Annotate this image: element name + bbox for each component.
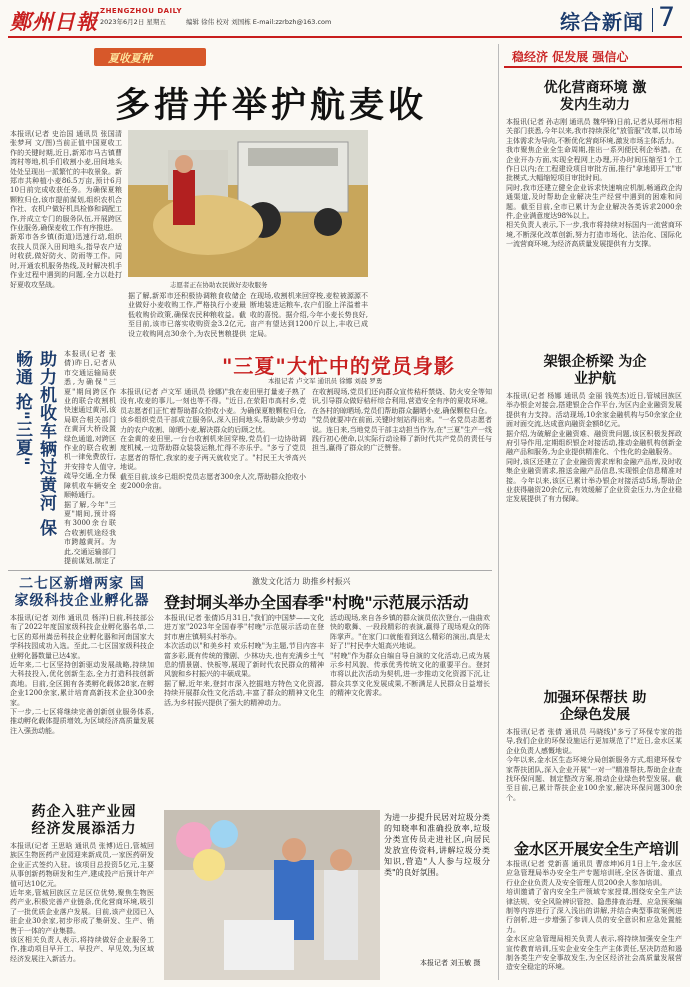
- section-name: 综合新闻: [560, 10, 644, 34]
- english-name: ZHENGZHOU DAILY: [100, 7, 183, 15]
- guarantee-headline: 加强环保帮扶 助企绿色发展: [543, 690, 647, 723]
- assist-headline: 助力机收车辆过黄河 保畅通 抢"三夏": [12, 350, 56, 537]
- right-column-rule: [498, 44, 499, 980]
- harvest-body: 本报讯(记者 史治国 通讯员 张国清 张梦珂 文/图)当前正值中国夏收工作的关键时期,近日,新郑市马古镇曹湾村等地,机手们收割小麦,田间地头处处呈现出一派繁忙的丰收景象。新郑市共种植小麦86.5万亩,预计6月10日前完成收获任务。为确保夏粮颗粒归仓,该市提前谋划,组织农机合作社、农机户做好机具检修和调配工作,并成立专门的服务队伍,开展跨区作业服务,确保麦收工作有序推进。 新郑市各乡镇(街道)迅速行动,组织农技人员深入田间地头,指导农户适时收获,做好防火、防雨等工作。同时,开通农机服务热线,及时解决机手作业过程中遇到的问题,全力以赴打好夏收攻坚战。: [10, 130, 122, 289]
- harvest-photo: [128, 130, 368, 277]
- pharma-headline: 药企入驻产业园 经济发展添活力: [31, 804, 137, 837]
- culture-body: 本报讯(记者 张倩)5月31日,"我们的中国梦——文化进万家"2023年全国春季"村晚"示范展示活动在登封市唐庄镇垌头村举办。 本次活动以"和美乡村 欢乐村晚"为主题,节目内容丰富多彩,既有传统的豫剧、少林功夫,也有充满乡土气息的情景剧、快板等,展现了新时代农民群众的精神风貌和乡村振兴的丰硕成果。 据了解,近年来,登封市深入挖掘地方特色文化资源,持续开展群众性文化活动,丰富了群众的精神文化生活,为乡村振兴提供了强大的精神动力。: [164, 614, 324, 707]
- bridge-body: 本报讯(记者 杨娜 通讯员 金丽 钱英杰)近日,管城回族区举办银企对接会,搭建银企合作平台,为区内企业融资发展提供有力支持。活动现场,10余家金融机构与50余家企业面对面交流,达成意向融资金额8亿元。 据介绍,为破解企业融资难、融资贵问题,该区积极发挥政府引导作用,定期组织银企对接活动,推动金融机构创新金融产品和服务,为企业提供精准化、个性化的金融服务。 同时,该区还建立了企业融资需求库和金融产品库,及时收集企业融资需求,推送金融产品信息,实现银企信息精准对接。今年以来,该区已累计举办银企对接活动5场,帮助企业获得融资20余亿元,有效缓解了企业资金压力,为企业稳定发展提供了有力保障。: [506, 392, 682, 504]
- party-body-2: 在收割现场,党员们还向群众宣传秸秆禁烧、防火安全等知识,引导群众做好秸秆综合利用,营造安全有序的夏收环境。在各村的晾晒场,党员们帮助群众翻晒小麦,确保颗粒归仓。 "党员就要冲在前面,关键时刻站得出来。"一名党员志愿者说。连日来,当地党员干部主动担当作为,在"三夏"生产一线践行初心使命,以实际行动诠释了新时代共产党员的责任与担当,赢得了群众的广泛赞誉。: [312, 388, 492, 453]
- divider-mid: [8, 570, 492, 571]
- party-byline: 本报记者 卢文军 通讯员 徐娜 刘晨 罗勇: [268, 377, 383, 385]
- harvest-kicker: 夏收夏种: [108, 52, 152, 65]
- banner-slogan: 稳经济 促发展 强信心: [512, 50, 629, 64]
- harvest-photo-caption: 志愿者正在协助农民做好麦收服务: [170, 281, 268, 289]
- pharma-body: 本报讯(记者 王思晗 通讯员 张博)近日,管城回族区生物医药产业园迎来新成员,一家医药研发企业正式签约入驻。该项目总投资5亿元,主要从事创新药物研发和生产,建成投产后预计年产值可达10亿元。 近年来,管城回族区立足区位优势,聚焦生物医药产业,积极完善产业链条,优化营商环境,吸引了一批优质企业落户发展。目前,该产业园已入驻企业30余家,初步形成了集研发、生产、销售于一体的产业集群。 该区相关负责人表示,将持续做好企业服务工作,推动项目早开工、早投产、早见效,为区域经济发展注入新活力。: [10, 842, 154, 963]
- tech-body: 本报讯(记者 刘伟 通讯员 杨洋)日前,科技部公布了2022年度国家级科技企业孵化器名单,二七区的郑州嵩岳科技企业孵化器和河南国家大学科技园成功入选。至此,二七区国家级科技企业孵化器数量已达4家。 近年来,二七区坚持创新驱动发展战略,持续加大科技投入,优化创新生态,全力打造科技创新高地。目前,全区拥有各类孵化载体28家,在孵企业1200余家,累计培育高新技术企业300余家。 下一步,二七区将继续完善创新创业服务体系,推动孵化载体提质增效,为区域经济高质量发展注入强劲动能。: [10, 614, 154, 735]
- harvest-body-3: 在现场,收割机来回穿梭,麦粒被源源不断地装进运粮车,农户们脸上洋溢着丰收的喜悦。据介绍,今年小麦长势良好,亩产有望达到1200斤以上,丰收已成定局。: [250, 292, 368, 337]
- culture-photo-credit: 本报记者 刘玉敏 摄: [420, 959, 481, 967]
- culture-photo: [164, 810, 380, 980]
- harvest-body-2: 据了解,新郑市还积极协调粮食收储企业做好小麦收购工作,严格执行小麦最低收购价政策,确保农民种粮收益。截至目前,该市已落实收购资金3.2亿元,设立收购网点30余个,为农民售粮提供: [128, 292, 246, 337]
- date-line: 2023年6月2日 星期五: [100, 18, 166, 26]
- page-number: 7: [658, 2, 676, 33]
- masthead-logo: 鄭州日報: [10, 9, 98, 34]
- masthead-rule: [8, 36, 682, 38]
- editor-line: 编辑 徐伟 校对 刘国栋 E-mail:zzrbzh@163.com: [186, 18, 332, 26]
- bridge-headline: 架银企桥梁 为企业护航: [543, 354, 647, 387]
- culture-body-2: 活动现场,来自各乡镇的群众演员依次登台,一曲曲欢快的歌舞、一段段精彩的表演,赢得了现场观众的阵阵掌声。"在家门口就能看到这么精彩的演出,真是太好了!"村民李大姐高兴地说。 "村晚"作为群众自编自导自演的文化活动,已成为展示乡村风貌、传承优秀传统文化的重要平台。登封市将以此次活动为契机,进一步推动文化资源下沉,让群众共享文化发展成果,不断满足人民群众日益增长的精神文化需求。: [330, 614, 490, 698]
- biz-headline: 优化营商环境 激发内生动力: [543, 80, 647, 113]
- safety-body: 本报讯(记者 党新喜 通讯员 曹彦坤)6月1日上午,金水区应急管理局举办安全生产专题培训班,全区各街道、重点行业企业负责人及安全管理人员200余人参加培训。 培训邀请了省内安全生产领域专家授课,围绕安全生产法律法规、安全风险辨识管控、隐患排查治理、应急预案编制等内容进行了深入浅出的讲解,并结合典型事故案例进行剖析,进一步增强了参训人员的安全意识和应急处置能力。 金水区应急管理局相关负责人表示,将持续加强安全生产宣传教育培训,压实企业安全生产主体责任,坚决防范和遏制各类生产安全事故发生,为全区经济社会高质量发展营造安全稳定的环境。: [506, 860, 682, 972]
- banner-rule: [504, 66, 682, 68]
- section-divider: [652, 8, 653, 32]
- biz-body: 本报讯(记者 孙志刚 通讯员 魏华锋)日前,记者从郑州市相关部门获悉,今年以来,我市持续深化"放管服"改革,以市场主体需求为导向,不断优化营商环境,激发市场主体活力。 我市聚焦企业全生命周期,推出一系列便民利企举措。在企业开办方面,实现全程网上办理,开办时间压缩至1个工作日以内;在工程建设项目审批方面,推行"拿地即开工"审批模式,大幅缩短项目审批时间。 同时,我市还建立健全企业诉求快速响应机制,畅通政企沟通渠道,及时帮助企业解决生产经营中遇到的困难和问题。截至目前,全市已累计为企业解决各类诉求2000余件,企业满意度达98%以上。 相关负责人表示,下一步,我市将持续对标国内一流营商环境,不断深化改革创新,努力打造市场化、法治化、国际化一流营商环境,为经济高质量发展提供有力支撑。: [506, 118, 682, 249]
- culture-kicker: 激发文化活力 助推乡村振兴: [252, 577, 351, 586]
- harvest-body-4: [372, 130, 490, 338]
- culture-photo-caption: 为进一步提升民居对垃圾分类的知晓率和准确投放率,垃圾分类宣传员走进社区,向居民发放宣传资料,讲解垃圾分类知识,营造"人人参与垃圾分类"的良好氛围。: [384, 813, 490, 877]
- party-headline: "三夏"大忙中的党员身影: [222, 354, 455, 378]
- safety-headline: 金水区开展安全生产培训: [514, 840, 680, 858]
- guarantee-body: 本报讯(记者 张倩 通讯员 马晓线)"多亏了环保专家的指导,我们企业的环保设施运行更加规范了!"近日,金水区某企业负责人感慨地说。 今年以来,金水区生态环境分局创新服务方式,组建环保专家帮扶团队,深入企业开展"一对一"精准帮扶,帮助企业查找环保问题、制定整改方案,推动企业绿色转型发展。截至目前,已累计帮扶企业100余家,解决环保问题300余个。: [506, 728, 682, 802]
- harvest-photo-image: [128, 130, 368, 277]
- party-body: 本报讯(记者 卢文军 通讯员 徐娜)"我在麦田里打量麦子熟了没有,收麦的事儿,一刻也等不得。"近日,在荥阳市高村乡,党员志愿者们正忙着帮助群众抢收小麦。为确保夏粮颗粒归仓,该乡组织党员干部成立服务队,深入田间地头,帮助缺少劳动力的农户收割、晾晒小麦,解决群众的后顾之忧。 在金黄的麦田里,一台台收割机来回穿梭,党员们一边协助调度机械,一边帮助群众装袋运粮,忙得不亦乐乎。"多亏了党员志愿者的帮忙,我家的麦子两天就收完了。"村民王大爷高兴地说。 截至目前,该乡已组织党员志愿者300余人次,帮助群众抢收小麦2000余亩。: [120, 388, 306, 491]
- masthead: [0, 0, 690, 40]
- tech-headline: 二七区新增两家 国家级科技企业孵化器: [14, 576, 150, 609]
- assist-body: 本报讯(记者 张倩)昨日,记者从市交通运输局获悉,为确保"三夏"期间跨区作业的联合收割机快速通过黄河,该局联合相关部门在黄河大桥设置绿色通道,对跨区作业的联合收割机一律免费放行,并安排专人值守,疏导交通,全力保障机收车辆安全顺畅通行。 据了解,今年"三夏"期间,预计将有3000余台联合收割机途经我市跨越黄河。为此,交通运输部门提前谋划,制定了: [64, 350, 116, 564]
- culture-photo-image: [164, 810, 380, 980]
- harvest-headline: 多措并举护航麦收: [115, 85, 428, 126]
- culture-headline: 登封垌头举办全国春季"村晚"示范展示活动: [164, 593, 469, 612]
- assist-headline-box: [10, 350, 62, 550]
